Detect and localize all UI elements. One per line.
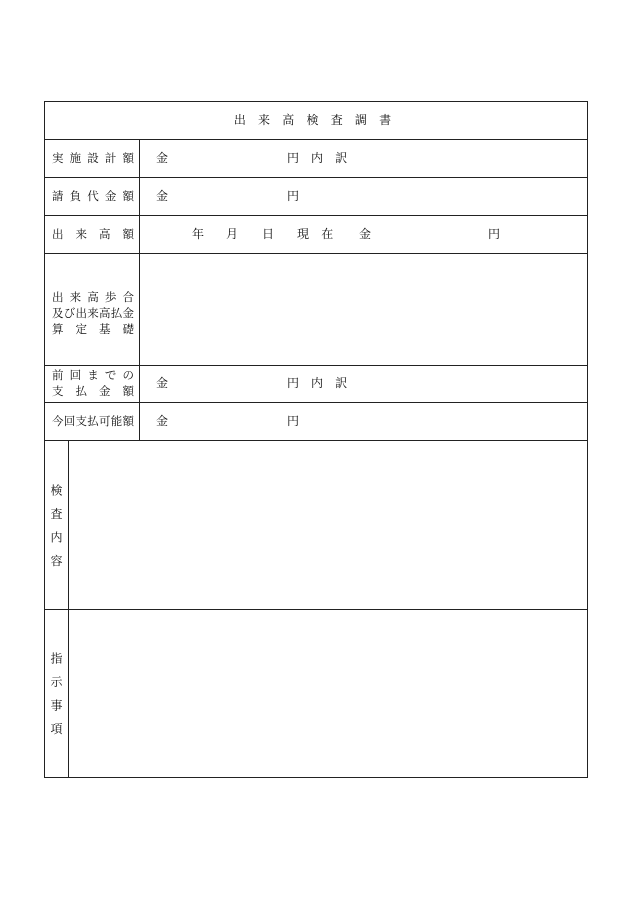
design-amount-yen-suffix: 円 — [287, 151, 300, 165]
previous-payment-yen-prefix: 金 — [156, 376, 169, 390]
previous-payment-label-line: 前 回 ま で の — [52, 368, 134, 382]
row-divider — [44, 402, 587, 403]
document-title: 出 来 高 検 査 調 書 — [233, 113, 398, 127]
current-payable-yen-suffix: 円 — [287, 414, 300, 428]
design-amount-breakdown: 内 訳 — [311, 151, 354, 165]
design-amount-yen-prefix: 金 — [156, 151, 169, 165]
calc-basis-label-line: 出 来 高 歩 合 — [52, 290, 134, 304]
calc-basis-label-line: 算 定 基 礎 — [52, 322, 134, 336]
progress-amount-yen-prefix: 金 — [359, 227, 372, 241]
progress-amount-yen-suffix: 円 — [488, 227, 501, 241]
row-divider — [44, 365, 587, 366]
progress-amount-year: 年 — [192, 227, 205, 241]
row-divider — [44, 177, 587, 178]
inspection-content-label: 検査内容 — [49, 484, 63, 578]
current-payable-yen-prefix: 金 — [156, 414, 169, 428]
previous-payment-yen-suffix: 円 — [287, 376, 300, 390]
design-amount-label: 実 施 設 計 額 — [52, 151, 134, 165]
row-divider — [44, 139, 587, 140]
previous-payment-breakdown: 内 訳 — [311, 376, 354, 390]
calc-basis-label-line: 及び出来高払金 — [52, 306, 134, 320]
progress-amount-day: 日 — [262, 227, 275, 241]
instructions-label: 指示事項 — [49, 652, 63, 746]
contract-amount-label: 請 負 代 金 額 — [52, 189, 134, 203]
progress-amount-month: 月 — [226, 227, 239, 241]
instructions-field — [69, 610, 586, 776]
progress-amount-as-of: 現 在 — [297, 227, 340, 241]
calc-basis-field — [140, 254, 586, 364]
current-payable-label: 今回支払可能額 — [52, 414, 134, 428]
contract-amount-yen-prefix: 金 — [156, 189, 169, 203]
contract-amount-yen-suffix: 円 — [287, 189, 300, 203]
progress-amount-label: 出 来 高 額 — [52, 227, 134, 241]
previous-payment-label-line: 支 払 金 額 — [52, 384, 134, 398]
inspection-content-field — [69, 441, 586, 608]
row-divider — [44, 215, 587, 216]
